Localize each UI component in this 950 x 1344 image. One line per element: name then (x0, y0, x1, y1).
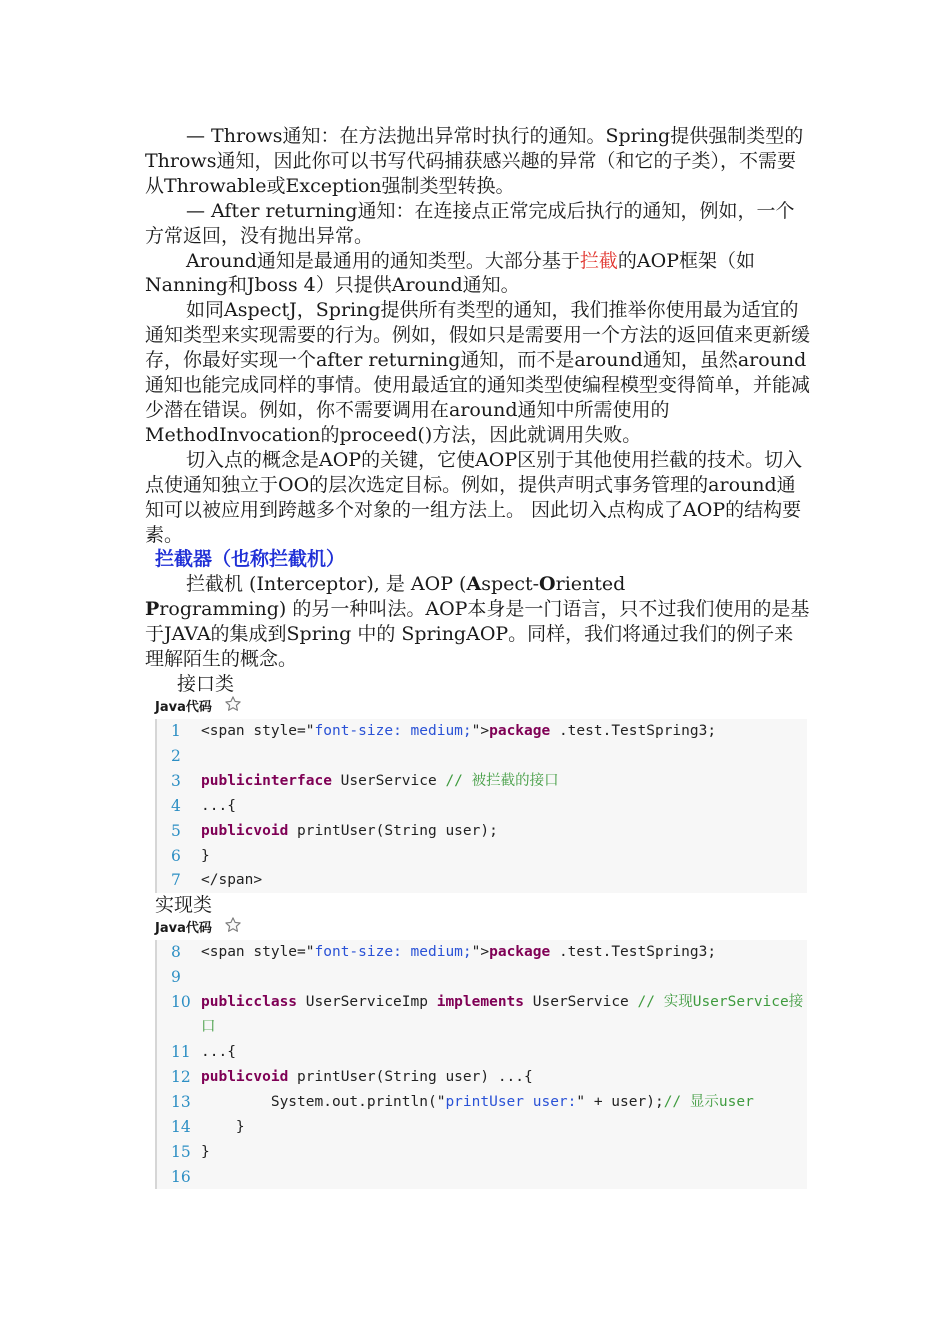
paragraph-throws-advice: — Throws通知：在方法抛出异常时执行的通知。Spring提供强制类型的Throws通知，因此你可以书写代码捕获感兴趣的异常（和它的子类），不需要从Throwable或Exception强制类型转换。 (145, 125, 804, 197)
code-line (157, 965, 807, 990)
code-text (201, 719, 807, 744)
line-number: 7 (171, 871, 181, 890)
text: P (145, 598, 160, 621)
code-line (157, 1090, 807, 1115)
code-keyword: implements (436, 994, 525, 1011)
code-text: } (201, 847, 210, 864)
code-text: ...{ (201, 797, 236, 814)
code-token: "> (471, 944, 490, 961)
code-block-interface (155, 719, 807, 893)
code-line (157, 940, 807, 965)
code-block-label (155, 918, 810, 940)
code-keyword: publicvoid (201, 1068, 289, 1085)
line-number: 13 (171, 1092, 191, 1111)
code-text: } (201, 1118, 245, 1135)
code-block-label (155, 697, 810, 719)
paragraph-around (145, 249, 810, 299)
code-token: System.out.println(" (201, 1093, 446, 1110)
paragraph-after-returning: — After returning通知：在连接点正常完成后执行的通知，例如，一个方常返回，没有抛出异常。 (145, 199, 795, 247)
code-token: .test.TestSpring3; (550, 723, 717, 740)
text: 拦截机 (Interceptor), 是 AOP ( (186, 573, 467, 596)
interface-class-label: 接口类 (177, 673, 235, 696)
code-text (201, 1090, 807, 1115)
paragraph-interceptor-intro-cont (145, 597, 810, 672)
text: spect- (481, 573, 540, 596)
code-language-label: Java代码 (155, 700, 212, 716)
code-keyword: publicvoid (201, 822, 289, 839)
code-token: printUser(String user); (288, 822, 498, 839)
line-number: 4 (171, 796, 181, 815)
code-token: UserServiceImp (297, 994, 437, 1011)
section-heading: 拦截器（也称拦截机） (155, 548, 346, 571)
text: O (539, 573, 556, 596)
code-text (201, 769, 807, 794)
code-line (157, 1165, 807, 1190)
code-block-implementation (155, 940, 807, 1189)
code-line (157, 819, 807, 844)
star-outline-icon[interactable] (224, 695, 242, 713)
paragraph-interceptor-intro (145, 572, 810, 597)
code-token: .test.TestSpring3; (550, 944, 717, 961)
code-text: ...{ (201, 1044, 236, 1060)
line-number: 3 (171, 771, 181, 790)
code-line (157, 744, 807, 769)
document-page (145, 124, 810, 1189)
code-text: </span> (201, 872, 263, 889)
code-string: font-size: medium; (314, 944, 472, 961)
code-text (201, 965, 807, 990)
code-string: printUser user: (445, 1093, 577, 1110)
code-token: printUser(String user) ...{ (288, 1068, 533, 1085)
code-line (157, 990, 807, 1040)
code-token: " + user); (576, 1093, 664, 1110)
code-text (201, 1065, 807, 1090)
code-text (201, 1165, 807, 1190)
line-number: 11 (171, 1043, 191, 1061)
code-token: <span style=" (201, 944, 315, 961)
code-keyword: package (489, 723, 551, 740)
paragraph-pointcut: 切入点的概念是AOP的关键，它使AOP区别于其他使用拦截的技术。切入点使通知独立于OO的层次选定目标。例如，提供声明式事务管理的around通知可以被应用到跨越多个对象的一组方法上。 因此切入点构成了AOP的结构要素。 (145, 448, 803, 546)
code-language-label: Java代码 (155, 921, 212, 937)
implementation-class-label: 实现类 (155, 894, 213, 917)
code-token: UserService (524, 994, 638, 1011)
line-number: 14 (171, 1117, 191, 1136)
code-token: <span style=" (201, 723, 315, 740)
code-keyword: publicinterface (201, 772, 332, 789)
code-text: } (201, 1143, 210, 1160)
text: 的AOP框架（如Nanning和Jboss 4）只提供Around通知。 (145, 249, 755, 297)
code-token: "> (471, 723, 490, 740)
code-line (157, 1115, 807, 1140)
code-comment: // 显示user (663, 1093, 754, 1110)
code-text (201, 990, 807, 1040)
text: A (466, 573, 482, 596)
code-line (157, 769, 807, 794)
code-comment: // 被拦截的接口 (445, 772, 559, 789)
line-number: 12 (171, 1067, 191, 1086)
code-text (201, 744, 807, 769)
code-line (157, 719, 807, 744)
text: riented (555, 573, 626, 596)
code-keyword: publicclass (201, 994, 298, 1011)
line-number: 9 (171, 968, 181, 987)
text: Around通知是最通用的通知类型。大部分基于 (186, 249, 580, 272)
code-line (157, 1040, 807, 1065)
highlight-link[interactable]: 拦截 (579, 249, 618, 272)
code-line (157, 1140, 807, 1165)
code-line (157, 868, 807, 893)
line-number: 6 (171, 846, 181, 865)
code-text (201, 819, 807, 844)
line-number: 5 (171, 821, 181, 840)
line-number: 8 (171, 943, 181, 962)
line-number: 16 (171, 1167, 191, 1186)
text: rogramming) 的另一种叫法。AOP本身是一门语言，只不过我们使用的是基于JAVA的集成到Spring 中的 SpringAOP。同样，我们将通过我们的例子来理解陌生的概念。 (145, 598, 810, 671)
line-number: 15 (171, 1142, 191, 1161)
code-line (157, 1065, 807, 1090)
code-token: UserService (331, 772, 446, 789)
line-number: 1 (171, 722, 181, 741)
code-line (157, 844, 807, 869)
code-comment: // 实现UserService接口 (201, 994, 804, 1036)
code-string: font-size: medium; (314, 723, 472, 740)
line-number: 10 (171, 993, 191, 1012)
code-text (201, 940, 807, 965)
star-outline-icon[interactable] (224, 916, 242, 934)
paragraph-advice-types: 如同AspectJ，Spring提供所有类型的通知，我们推举你使用最为适宜的通知类型来实现需要的行为。例如，假如只是需要用一个方法的返回值来更新缓存，你最好实现一个after returning通知，而不是around通知，虽然around通知也能完成同样的事情。使用最适宜的通知类型使编程模型变得简单，并能减少潜在错误。例如，你不需要调用在around通知中所需使用的MethodInvocation的proceed()方法，因此就调用失败。 (145, 299, 811, 446)
code-line (157, 794, 807, 819)
code-keyword: package (489, 944, 551, 961)
line-number: 2 (171, 746, 181, 765)
